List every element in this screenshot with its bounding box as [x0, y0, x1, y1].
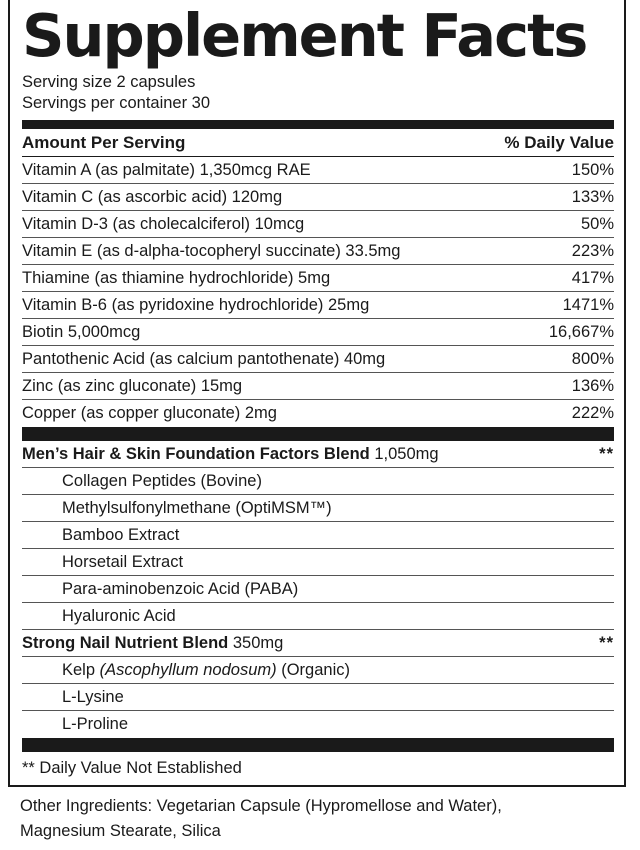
other-ingredients-line: Other Ingredients: Vegetarian Capsule (Hypromellose and Water),: [20, 797, 502, 815]
blend-ingredient: [22, 468, 614, 495]
ingredient-name: L-Lysine: [62, 687, 124, 706]
nutrient-dv: 16,667%: [548, 322, 614, 341]
ingredient-name: Hyaluronic Acid: [62, 606, 176, 625]
ingredient-name: Bamboo Extract: [62, 525, 180, 544]
nutrient-dv: 800%: [571, 349, 614, 368]
nutrient-name: Zinc (as zinc gluconate) 15mg: [22, 376, 243, 395]
nutrient-dv: 150%: [571, 160, 614, 179]
blend-row: [22, 441, 614, 468]
nutrient-dv: 222%: [571, 404, 614, 422]
amount-header: Amount Per Serving: [22, 132, 186, 152]
blend-amount: 1,050mg: [374, 444, 439, 463]
nutrient-row: [22, 211, 614, 238]
header-row: [22, 129, 614, 157]
nutrient-row: [22, 400, 614, 427]
nutrient-row: [22, 373, 614, 400]
nutrient-row: [22, 238, 614, 265]
blend-name: Strong Nail Nutrient Blend: [22, 633, 229, 652]
nutrient-row: [22, 157, 614, 184]
nutrient-name: Vitamin E (as d-alpha-tocopheryl succinate) 33.5mg: [22, 241, 401, 260]
other-ingredients-line: Magnesium Stearate, Silica: [20, 822, 221, 840]
ingredient-name: Horsetail Extract: [62, 552, 184, 571]
servings-per-container: Servings per container 30: [22, 94, 211, 112]
ingredient-name: L-Proline: [62, 715, 129, 733]
nutrient-dv: 1471%: [562, 295, 614, 314]
kelp-prefix: Kelp: [62, 660, 96, 679]
blend-dv: **: [599, 633, 614, 652]
blend-ingredient: [22, 603, 614, 630]
divider-thick: [22, 120, 614, 129]
kelp-suffix: (Organic): [281, 660, 350, 679]
nutrient-dv: 223%: [571, 241, 614, 260]
kelp-latin: (Ascophyllum nodosum): [99, 660, 277, 679]
blend-hair-skin: [22, 441, 614, 630]
nutrient-name: Vitamin A (as palmitate) 1,350mcg RAE: [22, 160, 311, 179]
blend-title: [22, 634, 283, 653]
nutrient-dv: 417%: [571, 268, 614, 287]
footnote: ** Daily Value Not Established: [22, 759, 242, 777]
nutrient-row: [22, 292, 614, 319]
blend-name: Men’s Hair & Skin Foundation Factors Blend: [22, 444, 370, 463]
blend-ingredient: [22, 495, 614, 522]
blend-ingredient: [22, 711, 614, 738]
blend-amount: 350mg: [232, 633, 284, 652]
blend-title: [22, 445, 439, 464]
panel-title: Supplement Facts: [22, 1, 587, 70]
nutrient-row: [22, 184, 614, 211]
blend-ingredient: [22, 576, 614, 603]
nutrient-name: Pantothenic Acid (as calcium pantothenate) 40mg: [22, 349, 386, 368]
blend-ingredient: [22, 684, 614, 711]
nutrient-name: Biotin 5,000mcg: [22, 322, 141, 341]
blend-ingredient: [22, 549, 614, 576]
nutrient-name: Vitamin D-3 (as cholecalciferol) 10mcg: [22, 214, 305, 233]
nutrient-name: Thiamine (as thiamine hydrochloride) 5mg: [22, 268, 331, 287]
nutrient-name: Vitamin C (as ascorbic acid) 120mg: [22, 187, 283, 206]
nutrient-name: Vitamin B-6 (as pyridoxine hydrochloride) 25mg: [22, 295, 370, 314]
nutrient-row: [22, 265, 614, 292]
blend-nail: [22, 630, 614, 738]
blend-row: [22, 630, 614, 657]
ingredient-name: Para-aminobenzoic Acid (PABA): [62, 579, 299, 598]
nutrient-row: [22, 346, 614, 373]
nutrient-name: Copper (as copper gluconate) 2mg: [22, 404, 277, 422]
blend-ingredient: [22, 657, 614, 684]
serving-size: Serving size 2 capsules: [22, 73, 196, 91]
dv-header: % Daily Value: [504, 132, 614, 152]
nutrient-dv: 133%: [571, 187, 614, 206]
ingredient-name: Methylsulfonylmethane (OptiMSM™): [62, 498, 332, 517]
divider-heavy: [22, 738, 614, 752]
supplement-facts-panel: [8, 0, 626, 787]
vitamin-list: [22, 157, 614, 427]
blend-ingredient: [22, 522, 614, 549]
blend-dv: **: [599, 444, 614, 463]
ingredient-kelp: [62, 661, 350, 680]
divider-heavy: [22, 427, 614, 441]
nutrient-row: [22, 319, 614, 346]
ingredient-name: Collagen Peptides (Bovine): [62, 471, 262, 490]
other-ingredients: [20, 794, 630, 844]
nutrient-dv: 50%: [580, 214, 614, 233]
nutrient-dv: 136%: [571, 376, 614, 395]
